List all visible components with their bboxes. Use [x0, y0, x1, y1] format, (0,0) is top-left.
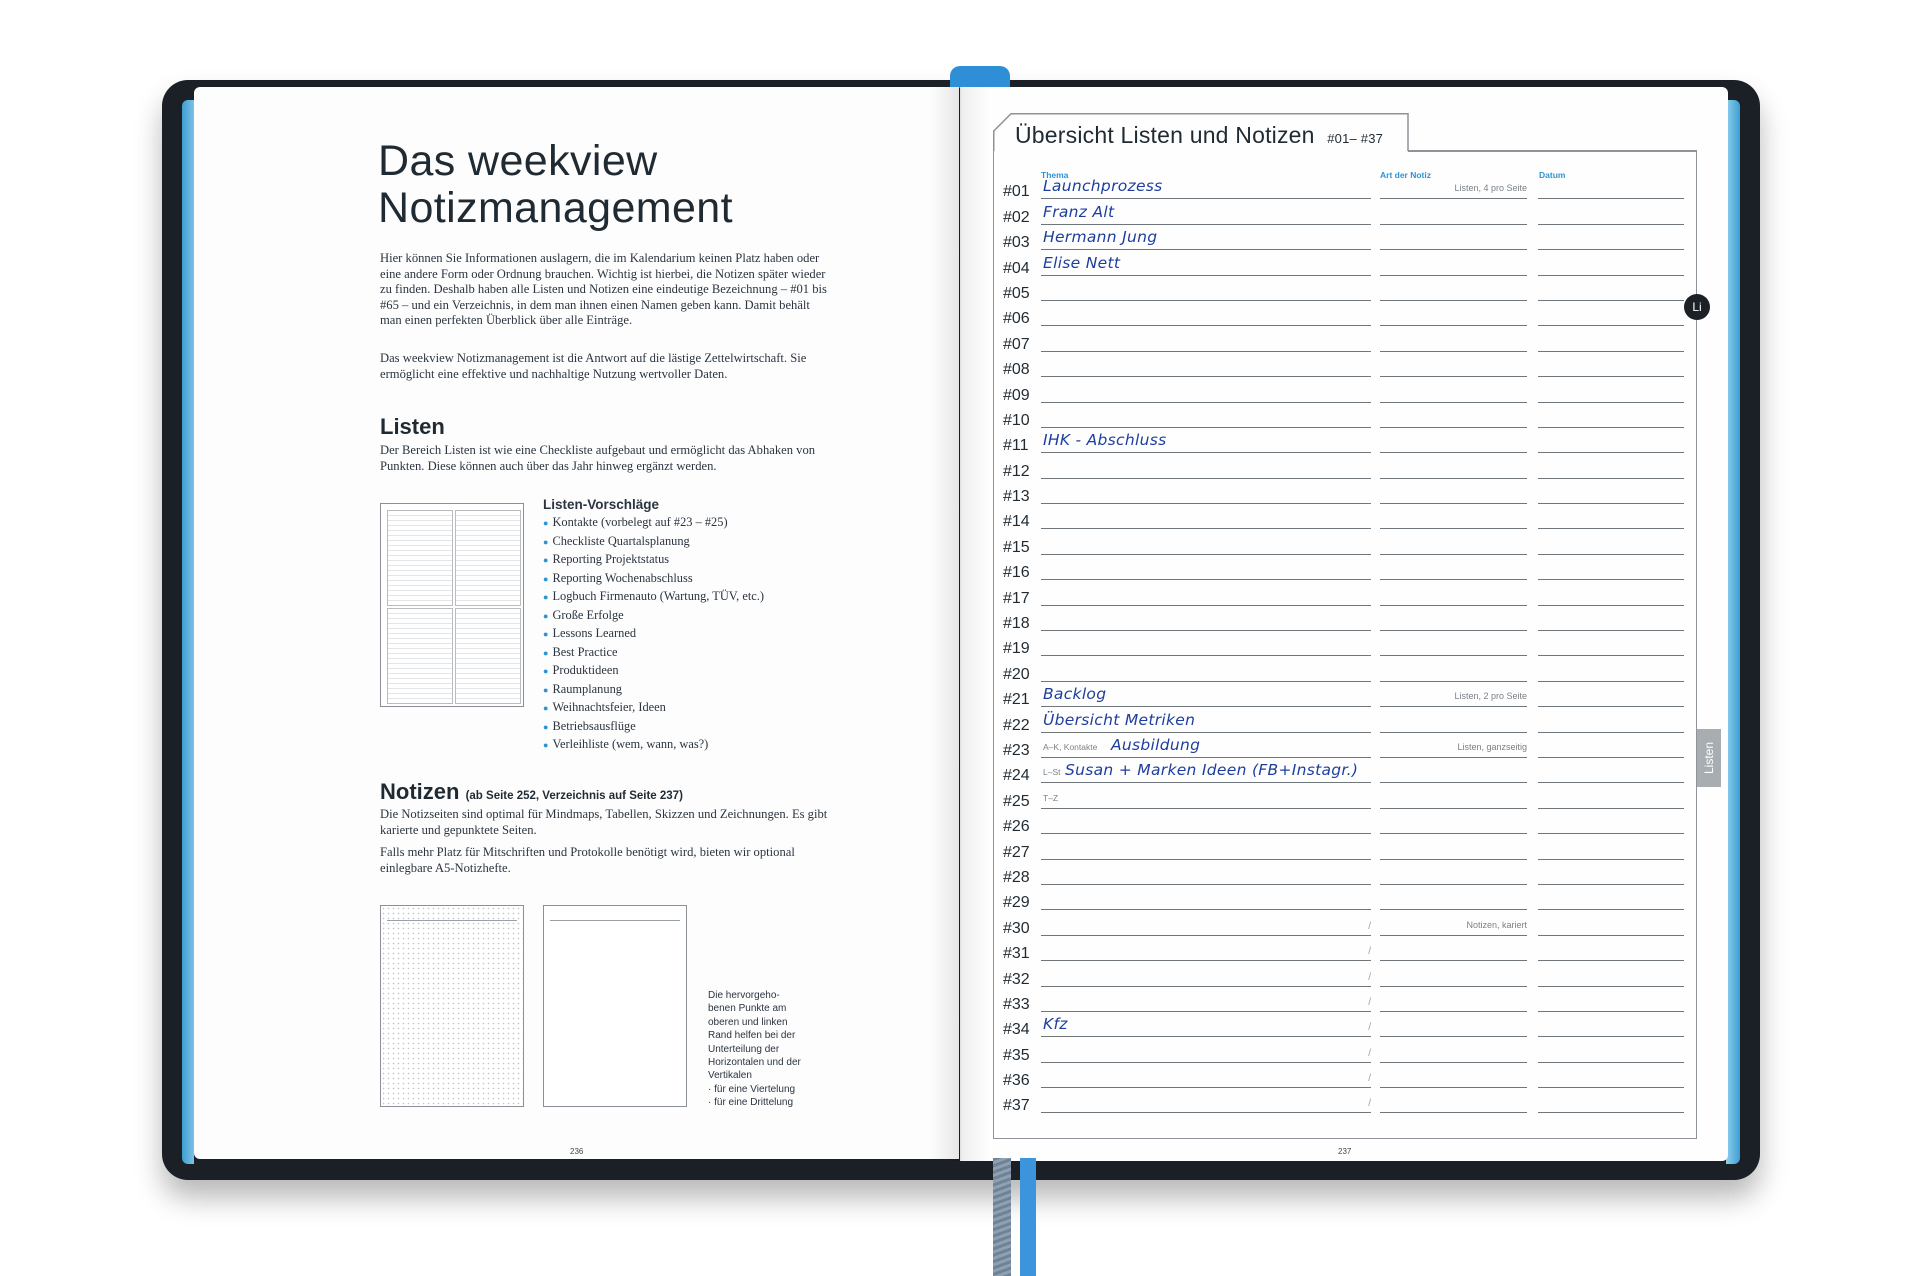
thumb-header-line [387, 912, 517, 921]
thema-field[interactable] [1041, 201, 1371, 225]
art-field[interactable] [1380, 734, 1527, 758]
datum-field[interactable] [1538, 505, 1684, 529]
row-number: #37 [1003, 1097, 1030, 1115]
index-row [1003, 456, 1693, 481]
suggestion-item: ● Verleihliste (wem, wann, was?) [543, 736, 764, 755]
slash-mark: / [1368, 996, 1371, 1008]
row-number: #08 [1003, 361, 1030, 379]
suggestion-item: ● Große Erfolge [543, 607, 764, 626]
thema-field[interactable] [1041, 937, 1371, 961]
art-field[interactable] [1380, 810, 1527, 834]
row-number: #18 [1003, 615, 1030, 633]
index-row [1003, 355, 1693, 380]
art-field[interactable] [1380, 759, 1527, 783]
row-number: #14 [1003, 513, 1030, 531]
index-title-text: Übersicht Listen und Notizen [1015, 122, 1315, 148]
art-field[interactable] [1380, 632, 1527, 656]
thema-field[interactable] [1041, 226, 1371, 250]
index-row [1003, 990, 1693, 1015]
art-field[interactable] [1380, 963, 1527, 987]
art-field[interactable] [1380, 886, 1527, 910]
ribbon-bookmark-grey [993, 1158, 1011, 1276]
dots-explanation [708, 989, 818, 1110]
index-row [1003, 532, 1693, 557]
art-field[interactable] [1380, 353, 1527, 377]
datum-field[interactable] [1538, 302, 1684, 326]
suggestion-item: ● Best Practice [543, 644, 764, 663]
ribbon-bookmark-blue [1020, 1158, 1036, 1276]
range-label: T–Z [1043, 792, 1059, 803]
thema-field[interactable] [1041, 1089, 1371, 1113]
thema-field[interactable] [1041, 379, 1371, 403]
thema-field[interactable] [1041, 1013, 1371, 1037]
index-row [1003, 558, 1693, 583]
thema-field[interactable] [1041, 861, 1371, 885]
index-row [1003, 507, 1693, 532]
index-row [1003, 710, 1693, 735]
index-row [1003, 482, 1693, 507]
list-pages-thumbnail [380, 503, 524, 707]
row-number: #02 [1003, 208, 1030, 226]
index-row [1003, 888, 1693, 913]
datum-field[interactable] [1538, 531, 1684, 555]
datum-field[interactable] [1538, 252, 1684, 276]
datum-field[interactable] [1538, 709, 1684, 733]
datum-field[interactable] [1538, 759, 1684, 783]
row-number: #21 [1003, 691, 1030, 709]
index-row [1003, 1066, 1693, 1091]
index-row [1003, 228, 1693, 253]
datum-field[interactable] [1538, 810, 1684, 834]
art-field[interactable] [1380, 277, 1527, 301]
row-number: #07 [1003, 335, 1030, 353]
row-number: #27 [1003, 843, 1030, 861]
row-number: #28 [1003, 868, 1030, 886]
thema-field[interactable] [1041, 1064, 1371, 1088]
datum-field[interactable] [1538, 201, 1684, 225]
index-row [1003, 863, 1693, 888]
row-number: #24 [1003, 767, 1030, 785]
notizen-subheading: (ab Seite 252, Verzeichnis auf Seite 237) [465, 790, 683, 802]
thema-field[interactable] [1041, 505, 1371, 529]
art-field[interactable] [1380, 861, 1527, 885]
notizen-heading [380, 779, 683, 805]
grid-notes-thumbnail [543, 905, 687, 1107]
notizen-paragraph-2: Falls mehr Platz für Mitschriften und Protokolle benötigt wird, bieten wir optional einlegbare A5-Notizhefte. [380, 845, 795, 875]
suggestion-item: ● Reporting Wochenabschluss [543, 570, 764, 589]
dots-note-line: Horizontalen und der [708, 1057, 801, 1069]
thema-field[interactable] [1041, 886, 1371, 910]
thema-field[interactable] [1041, 252, 1371, 276]
datum-field[interactable] [1538, 988, 1684, 1012]
index-row [1003, 659, 1693, 684]
dots-note-line: Vertikalen [708, 1070, 752, 1082]
thema-field[interactable] [1041, 302, 1371, 326]
index-row [1003, 431, 1693, 456]
art-field[interactable] [1380, 201, 1527, 225]
suggestions-list [543, 514, 764, 755]
dots-note-line: Unterteilung der [708, 1043, 780, 1055]
art-field[interactable] [1380, 328, 1527, 352]
index-row [1003, 177, 1693, 202]
art-label: Notizen, kariert [1466, 919, 1527, 930]
index-title [1015, 122, 1383, 149]
handwritten-entry: IHK - Abschluss [1043, 431, 1167, 450]
slash-mark: / [1368, 920, 1371, 932]
art-field[interactable] [1380, 379, 1527, 403]
datum-field[interactable] [1538, 607, 1684, 631]
dots-note-line: Rand helfen bei der [708, 1030, 796, 1042]
column-header-datum: Datum [1539, 170, 1566, 180]
datum-field[interactable] [1538, 455, 1684, 479]
title-line-1: Das weekview [378, 137, 658, 185]
datum-field[interactable] [1538, 1064, 1684, 1088]
suggestion-item: ● Kontakte (vorbelegt auf #23 – #25) [543, 514, 764, 533]
row-number: #03 [1003, 234, 1030, 252]
row-number: #31 [1003, 945, 1030, 963]
title-line-2: Notizmanagement [378, 184, 733, 232]
art-field[interactable] [1380, 455, 1527, 479]
row-number: #04 [1003, 259, 1030, 277]
listen-heading: Listen [380, 414, 445, 439]
art-field[interactable] [1380, 429, 1527, 453]
row-number: #05 [1003, 284, 1030, 302]
index-row [1003, 761, 1693, 786]
intro-paragraph-2: Das weekview Notizmanagement ist die Antwort auf die lästige Zettelwirtschaft. Sie ermöglicht eine effektive und nachhaltige Nutzung wertvoller Daten. [380, 351, 807, 381]
art-field[interactable] [1380, 302, 1527, 326]
suggestion-item: ● Weihnachtsfeier, Ideen [543, 699, 764, 718]
art-field[interactable] [1380, 785, 1527, 809]
handwritten-entry: Hermann Jung [1043, 228, 1158, 247]
art-field[interactable] [1380, 1064, 1527, 1088]
datum-field[interactable] [1538, 632, 1684, 656]
datum-field[interactable] [1538, 328, 1684, 352]
index-row [1003, 1091, 1693, 1116]
suggestions-heading: Listen-Vorschläge [543, 497, 660, 512]
suggestion-item: ● Checkliste Quartalsplanung [543, 533, 764, 552]
thema-field[interactable] [1041, 1039, 1371, 1063]
thema-field[interactable] [1041, 404, 1371, 428]
thema-field[interactable] [1041, 531, 1371, 555]
datum-field[interactable] [1538, 1039, 1684, 1063]
handwritten-entry: Ausbildung [1111, 735, 1201, 754]
suggestion-item: ● Logbuch Firmenauto (Wartung, TÜV, etc.) [543, 588, 764, 607]
dots-note-line: · für eine Drittelung [708, 1097, 794, 1109]
art-field[interactable] [1380, 480, 1527, 504]
row-number: #30 [1003, 919, 1030, 937]
row-number: #26 [1003, 818, 1030, 836]
datum-field[interactable] [1538, 353, 1684, 377]
thema-field[interactable] [1041, 175, 1371, 199]
datum-field[interactable] [1538, 1089, 1684, 1113]
index-row [1003, 406, 1693, 431]
thema-field[interactable] [1041, 328, 1371, 352]
datum-field[interactable] [1538, 886, 1684, 910]
index-row [1003, 304, 1693, 329]
thema-field[interactable] [1041, 709, 1371, 733]
dots-note-line: · für eine Viertelung [708, 1083, 796, 1095]
slash-mark: / [1368, 1098, 1371, 1110]
art-field[interactable] [1380, 1089, 1527, 1113]
ribbon-top [950, 66, 1010, 88]
slash-mark: / [1368, 971, 1371, 983]
handwritten-entry: Übersicht Metriken [1043, 710, 1196, 729]
slash-mark: / [1368, 1073, 1371, 1085]
page-number-right: 237 [1338, 1147, 1352, 1156]
row-number: #23 [1003, 741, 1030, 759]
handwritten-entry: Elise Nett [1043, 253, 1121, 272]
thema-field[interactable] [1041, 429, 1371, 453]
suggestion-item: ● Raumplanung [543, 681, 764, 700]
page-edge-right [1726, 100, 1740, 1164]
thumb-list-quadrant [455, 608, 521, 704]
datum-field[interactable] [1538, 658, 1684, 682]
datum-field[interactable] [1538, 937, 1684, 961]
art-label: Listen, 2 pro Seite [1454, 691, 1527, 702]
index-row [1003, 609, 1693, 634]
datum-field[interactable] [1538, 379, 1684, 403]
row-number: #32 [1003, 970, 1030, 988]
handwritten-entry: Kfz [1043, 1015, 1068, 1034]
index-row [1003, 279, 1693, 304]
row-number: #33 [1003, 995, 1030, 1013]
slash-mark: / [1368, 1022, 1371, 1034]
suggestion-item: ● Lessons Learned [543, 625, 764, 644]
index-frame-top [1408, 150, 1697, 152]
list-tab-badge[interactable]: Li [1684, 294, 1710, 320]
intro-paragraph-1: Hier können Sie Informationen auslagern, die im Kalendarium keinen Platz haben oder eine andere Form oder Ordnung brauchen. Wichtig ist hierbei, die Notizen später wieder zu finden. Deshalb haben alle Listen und Notizen eine eindeutige Bezeichnung – #01 bis #65 – und ein Verzeichnis, in dem man ihnen einen Namen geben kann. Damit behält man einen perfekten Überblick über alle Einträge. [380, 251, 827, 328]
art-field[interactable] [1380, 404, 1527, 428]
thema-field[interactable] [1041, 277, 1371, 301]
datum-field[interactable] [1538, 785, 1684, 809]
row-number: #10 [1003, 411, 1030, 429]
dots-note-line: benen Punkte am [708, 1003, 787, 1015]
index-row [1003, 1015, 1693, 1040]
datum-field[interactable] [1538, 1013, 1684, 1037]
index-row [1003, 812, 1693, 837]
datum-field[interactable] [1538, 836, 1684, 860]
notizen-paragraph-1: Die Notizseiten sind optimal für Mindmaps, Tabellen, Skizzen und Zeichnungen. Es gibt karierte und gepunktete Seiten. [380, 807, 828, 837]
art-label: Listen, 4 pro Seite [1454, 183, 1527, 194]
thema-field[interactable] [1041, 556, 1371, 580]
art-field[interactable] [1380, 658, 1527, 682]
side-register-tab[interactable] [1697, 729, 1721, 787]
slash-mark: / [1368, 1047, 1371, 1059]
art-field[interactable] [1380, 937, 1527, 961]
art-field[interactable] [1380, 912, 1527, 936]
row-number: #20 [1003, 665, 1030, 683]
thumb-list-quadrant [387, 608, 453, 704]
art-field[interactable] [1380, 505, 1527, 529]
thema-field[interactable] [1041, 734, 1371, 758]
handwritten-entry: Backlog [1043, 685, 1107, 704]
row-number: #22 [1003, 716, 1030, 734]
datum-field[interactable] [1538, 480, 1684, 504]
thema-field[interactable] [1041, 785, 1371, 809]
row-number: #25 [1003, 792, 1030, 810]
page-number-left: 236 [570, 1147, 584, 1156]
index-row [1003, 1040, 1693, 1065]
thema-field[interactable] [1041, 582, 1371, 606]
art-field[interactable] [1380, 988, 1527, 1012]
row-number: #15 [1003, 538, 1030, 556]
index-row [1003, 685, 1693, 710]
art-field[interactable] [1380, 556, 1527, 580]
thema-field[interactable] [1041, 683, 1371, 707]
suggestion-item: ● Produktideen [543, 662, 764, 681]
row-number: #11 [1003, 437, 1029, 455]
row-number: #13 [1003, 488, 1030, 506]
index-row [1003, 786, 1693, 811]
art-field[interactable] [1380, 1013, 1527, 1037]
thema-field[interactable] [1041, 353, 1371, 377]
art-field[interactable] [1380, 531, 1527, 555]
handwritten-entry: Launchprozess [1043, 177, 1163, 196]
index-row [1003, 939, 1693, 964]
notizen-title: Notizen [380, 779, 460, 804]
art-field[interactable] [1380, 607, 1527, 631]
suggestion-item: ● Reporting Projektstatus [543, 551, 764, 570]
thema-field[interactable] [1041, 912, 1371, 936]
index-row [1003, 329, 1693, 354]
datum-field[interactable] [1538, 404, 1684, 428]
datum-field[interactable] [1538, 683, 1684, 707]
suggestion-item: ● Betriebsausflüge [543, 718, 764, 737]
art-field[interactable] [1380, 836, 1527, 860]
index-row [1003, 583, 1693, 608]
row-number: #06 [1003, 310, 1030, 328]
range-label: L–St [1043, 767, 1061, 778]
thema-field[interactable] [1041, 480, 1371, 504]
listen-paragraph: Der Bereich Listen ist wie eine Checkliste aufgebaut und ermöglicht das Abhaken von Punkten. Diese können auch über das Jahr hinweg ergänzt werden. [380, 443, 816, 473]
row-number: #17 [1003, 589, 1030, 607]
slash-mark: / [1368, 946, 1371, 958]
thema-field[interactable] [1041, 810, 1371, 834]
dots-note-line: Die hervorgeho- [708, 990, 780, 1001]
handwritten-entry: Susan + Marken Ideen (FB+Instagr.) [1065, 761, 1359, 780]
thema-field[interactable] [1041, 455, 1371, 479]
art-field[interactable] [1380, 582, 1527, 606]
row-number: #29 [1003, 894, 1030, 912]
art-field[interactable] [1380, 709, 1527, 733]
thema-field[interactable] [1041, 988, 1371, 1012]
dots-note-line: oberen und linken [708, 1016, 788, 1028]
row-number: #19 [1003, 640, 1030, 658]
thumb-header-line [550, 912, 680, 921]
row-number: #34 [1003, 1021, 1030, 1039]
datum-field[interactable] [1538, 556, 1684, 580]
datum-field[interactable] [1538, 963, 1684, 987]
index-row [1003, 913, 1693, 938]
index-row [1003, 380, 1693, 405]
art-label: Listen, ganzseitig [1457, 741, 1527, 752]
datum-field[interactable] [1538, 734, 1684, 758]
row-number: #36 [1003, 1072, 1030, 1090]
index-row [1003, 837, 1693, 862]
index-range: #01– #37 [1327, 131, 1384, 146]
thumb-list-quadrant [387, 510, 453, 606]
datum-field[interactable] [1538, 277, 1684, 301]
datum-field[interactable] [1538, 429, 1684, 453]
index-row [1003, 736, 1693, 761]
thumb-list-quadrant [455, 510, 521, 606]
range-label: A–K, Kontakte [1043, 741, 1098, 752]
art-field[interactable] [1380, 683, 1527, 707]
art-field[interactable] [1380, 1039, 1527, 1063]
thema-field[interactable] [1041, 963, 1371, 987]
art-field[interactable] [1380, 226, 1527, 250]
thema-field[interactable] [1041, 632, 1371, 656]
thema-field[interactable] [1041, 607, 1371, 631]
column-header-thema: Thema [1041, 170, 1069, 180]
page-title [378, 138, 733, 232]
handwritten-entry: Franz Alt [1043, 202, 1115, 221]
dotted-notes-thumbnail [380, 905, 524, 1107]
row-number: #09 [1003, 386, 1030, 404]
page-gutter [930, 87, 990, 1161]
thema-field[interactable] [1041, 836, 1371, 860]
index-row [1003, 634, 1693, 659]
row-number: #35 [1003, 1046, 1030, 1064]
index-row [1003, 202, 1693, 227]
page-edge-left [182, 100, 194, 1164]
side-register-label: Listen [1702, 741, 1716, 775]
index-row [1003, 964, 1693, 989]
thema-field[interactable] [1041, 658, 1371, 682]
index-table [1003, 177, 1693, 1116]
datum-field[interactable] [1538, 912, 1684, 936]
art-field[interactable] [1380, 175, 1527, 199]
row-number: #01 [1003, 183, 1030, 201]
row-number: #16 [1003, 564, 1030, 582]
datum-field[interactable] [1538, 226, 1684, 250]
index-row [1003, 253, 1693, 278]
column-header-art: Art der Notiz [1380, 170, 1431, 180]
thema-field[interactable] [1041, 759, 1371, 783]
row-number: #12 [1003, 462, 1030, 480]
datum-field[interactable] [1538, 175, 1684, 199]
art-field[interactable] [1380, 252, 1527, 276]
datum-field[interactable] [1538, 861, 1684, 885]
datum-field[interactable] [1538, 582, 1684, 606]
